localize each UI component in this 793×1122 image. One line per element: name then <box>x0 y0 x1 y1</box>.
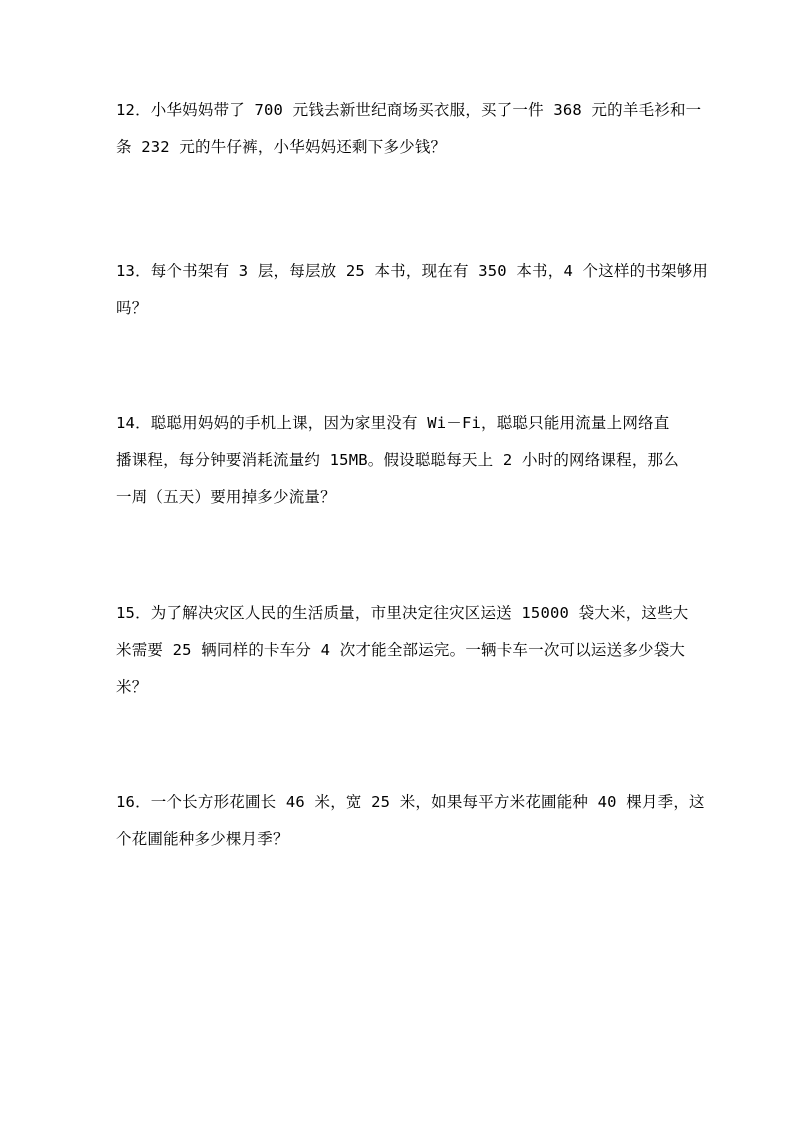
problem-14-line-3: 一周（五天）要用掉多少流量？ <box>116 488 336 506</box>
problem-13 <box>116 253 709 327</box>
problem-15-line-2: 米需要 25 辆同样的卡车分 4 次才能全部运完。一辆卡车一次可以运送多少袋大 <box>116 641 686 659</box>
problem-12-line-1: 12．小华妈妈带了 700 元钱去新世纪商场买衣服，买了一件 368 元的羊毛衫和一 <box>116 101 702 119</box>
problem-15 <box>116 595 689 706</box>
problem-14 <box>116 405 686 516</box>
problem-16-line-1: 16．一个长方形花圃长 46 米，宽 25 米，如果每平方米花圃能种 40 棵月季，这 <box>116 793 705 811</box>
problem-15-line-3: 米？ <box>116 678 148 696</box>
problem-12 <box>116 92 702 166</box>
problem-15-line-1: 15．为了解决灾区人民的生活质量，市里决定往灾区运送 15000 袋大米，这些大 <box>116 604 689 622</box>
problem-13-line-2: 吗？ <box>116 299 148 317</box>
problem-14-line-2: 播课程，每分钟要消耗流量约 15MB。假设聪聪每天上 2 小时的网络课程，那么 <box>116 451 679 469</box>
problem-13-line-1: 13．每个书架有 3 层，每层放 25 本书，现在有 350 本书，4 个这样的书架够用 <box>116 262 709 280</box>
problem-12-line-2: 条 232 元的牛仔裤，小华妈妈还剩下多少钱？ <box>116 138 447 156</box>
problem-14-line-1: 14．聪聪用妈妈的手机上课，因为家里没有 Wi－Fi，聪聪只能用流量上网络直 <box>116 414 670 432</box>
problem-16-line-2: 个花圃能种多少棵月季？ <box>116 830 289 848</box>
problem-16 <box>116 784 705 858</box>
